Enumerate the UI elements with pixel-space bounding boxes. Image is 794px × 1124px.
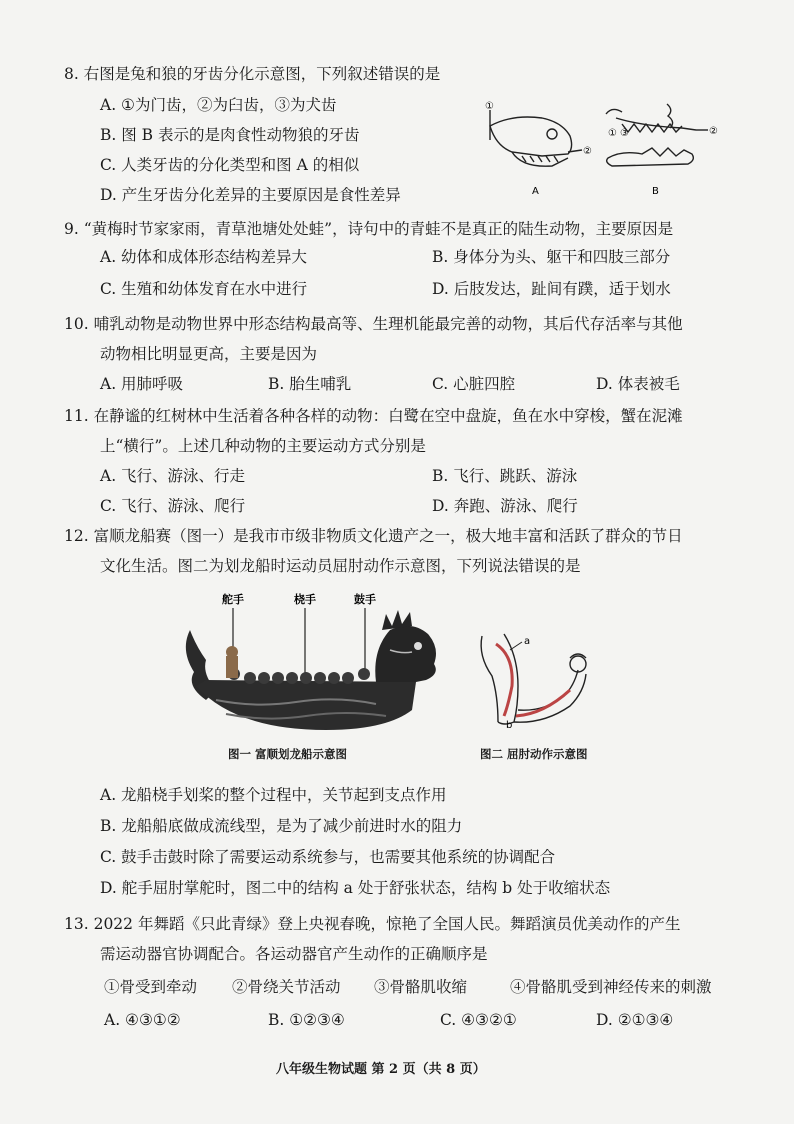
q8-option-a: A. ①为门齿，②为臼齿，③为犬齿: [100, 96, 337, 114]
q10-option-d: D. 体表被毛: [596, 375, 680, 393]
q10-option-c: C. 心脏四腔: [432, 375, 516, 393]
fig-b-label-3: ③: [620, 128, 629, 139]
q9-option-a: A. 幼体和成体形态结构差异大: [100, 248, 308, 266]
q11-option-c: C. 飞行、游泳、爬行: [100, 497, 246, 515]
fig-a-label-2: ②: [583, 146, 592, 157]
q10-stem-line1: 10. 哺乳动物是动物世界中形态结构最高等、生理机能最完善的动物，其后代存活率与其他: [64, 315, 683, 333]
q11-stem-line1: 11. 在静谧的红树林中生活着各种各样的动物：白鹭在空中盘旋，鱼在水中穿梭，蟹在泥滩: [64, 407, 683, 425]
fig2-label-a: a: [524, 636, 531, 647]
q12-option-b: B. 龙船船底做成流线型，是为了减少前进时水的阻力: [100, 817, 463, 835]
q13-option-a: A. ④③①②: [104, 1011, 181, 1029]
q9-option-c: C. 生殖和幼体发育在水中进行: [100, 280, 308, 298]
fig-a-caption: A: [532, 186, 539, 197]
q8-option-b: B. 图 B 表示的是肉食性动物狼的牙齿: [100, 126, 360, 144]
q11-stem-line2: 上“横行”。上述几种动物的主要运动方式分别是: [100, 437, 426, 455]
q12-option-d: D. 舵手屈肘掌舵时，图二中的结构 a 处于舒张状态，结构 b 处于收缩状态: [100, 879, 611, 897]
fig1-caption: 图一 富顺划龙船示意图: [228, 747, 348, 761]
q9-option-d: D. 后肢发达，趾间有蹼，适于划水: [432, 280, 671, 298]
fig2-caption: 图二 屈肘动作示意图: [480, 747, 588, 761]
q13-step-3: ③骨骼肌收缩: [374, 978, 468, 996]
fig1-label-drummer: 鼓手: [354, 593, 376, 606]
elbow-flexion-figure: [474, 626, 604, 736]
q11-option-a: A. 飞行、游泳、行走: [100, 467, 246, 485]
teeth-diagram: [482, 96, 722, 200]
rabbit-skull-figure: [490, 110, 582, 166]
q13-stem-line2: 需运动器官协调配合。各运动器官产生动作的正确顺序是: [100, 945, 488, 963]
q9-option-b: B. 身体分为头、躯干和四肢三部分: [432, 248, 671, 266]
q13-step-4: ④骨骼肌受到神经传来的刺激: [510, 978, 712, 996]
q8-option-c: C. 人类牙齿的分化类型和图 A 的相似: [100, 156, 360, 174]
q10-option-b: B. 胎生哺乳: [268, 375, 352, 393]
fig2-label-b: b: [506, 720, 513, 731]
q13-option-c: C. ④③②①: [440, 1011, 517, 1029]
q8-option-d: D. 产生牙齿分化差异的主要原因是食性差异: [100, 186, 401, 204]
q13-stem-line1: 13. 2022 年舞蹈《只此青绿》登上央视春晚，惊艳了全国人民。舞蹈演员优美动作的产生: [64, 915, 681, 933]
q10-stem-line2: 动物相比明显更高，主要是因为: [100, 345, 318, 363]
q12-option-c: C. 鼓手击鼓时除了需要运动系统参与，也需要其他系统的协调配合: [100, 848, 556, 866]
q12-option-a: A. 龙船桡手划桨的整个过程中，关节起到支点作用: [100, 786, 447, 804]
fig1-label-helmsman: 舵手: [222, 593, 244, 606]
q8-stem: 8. 右图是兔和狼的牙齿分化示意图，下列叙述错误的是: [64, 65, 441, 83]
fig1-label-rower: 桡手: [294, 593, 316, 606]
q9-stem: 9. “黄梅时节家家雨，青草池塘处处蛙”，诗句中的青蛙不是真正的陆生动物，主要原因是: [64, 220, 674, 238]
q13-option-d: D. ②①③④: [596, 1011, 674, 1029]
q11-option-b: B. 飞行、跳跃、游泳: [432, 467, 578, 485]
q10-option-a: A. 用肺呼吸: [100, 375, 184, 393]
page-footer: 八年级生物试题 第 2 页（共 8 页）: [276, 1062, 486, 1077]
fig-b-caption: B: [652, 186, 659, 197]
dragon-boat-figure: [176, 590, 446, 740]
fig-a-label-1: ①: [485, 101, 494, 112]
fig-b-label-1: ①: [608, 128, 617, 139]
fig-b-label-2: ②: [709, 126, 718, 137]
q12-stem-line2: 文化生活。图二为划龙船时运动员屈肘动作示意图，下列说法错误的是: [100, 557, 581, 575]
q13-step-2: ②骨绕关节活动: [232, 978, 341, 996]
q11-option-d: D. 奔跑、游泳、爬行: [432, 497, 578, 515]
q13-step-1: ①骨受到牵动: [104, 978, 198, 996]
q13-option-b: B. ①②③④: [268, 1011, 345, 1029]
q12-stem-line1: 12. 富顺龙船赛（图一）是我市市级非物质文化遗产之一，极大地丰富和活跃了群众的节日: [64, 527, 683, 545]
